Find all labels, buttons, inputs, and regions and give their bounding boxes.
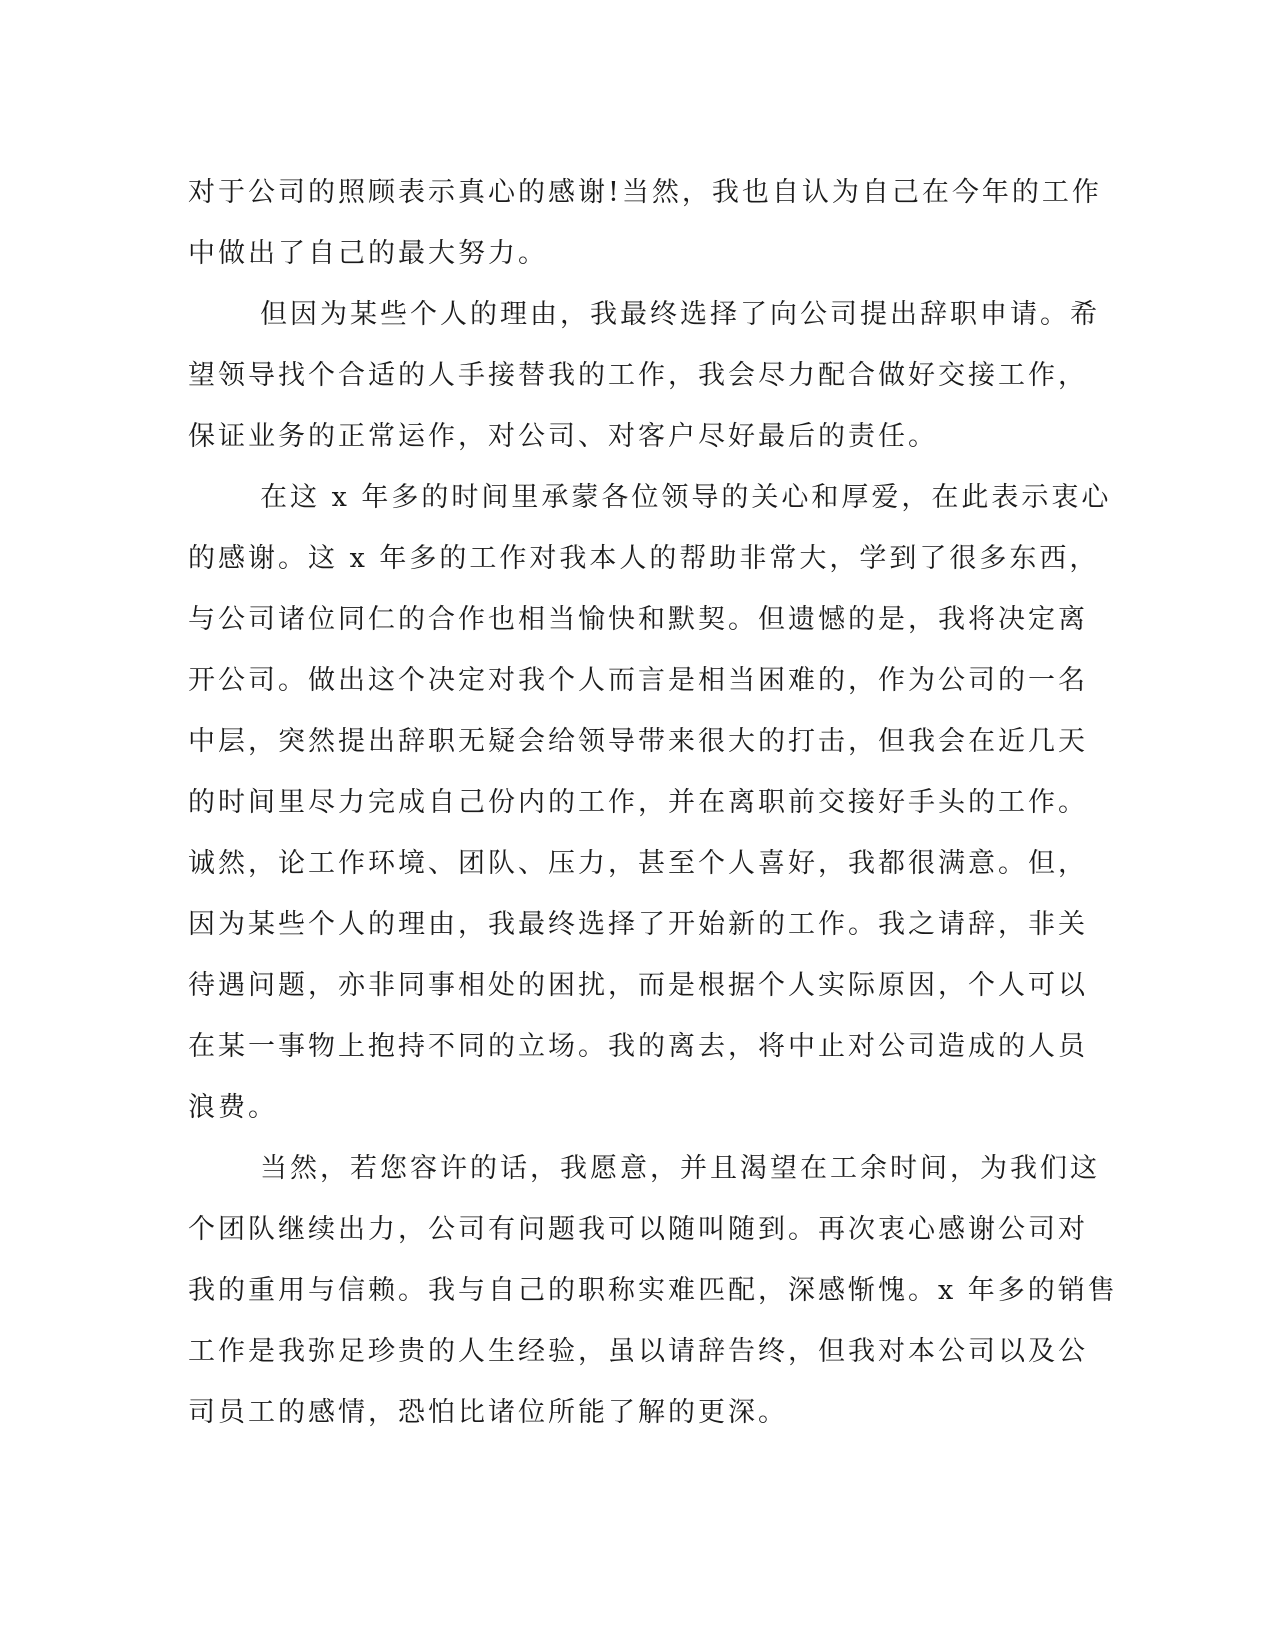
paragraph-start-line: 在这 x 年多的时间里承蒙各位领导的关心和厚爱，在此表示衷心 <box>260 482 1112 513</box>
text-line: 保证业务的正常运作，对公司、对客户尽好最后的责任。 <box>188 421 938 452</box>
text-line: 的时间里尽力完成自己份内的工作，并在离职前交接好手头的工作。 <box>188 787 1088 818</box>
text-line: 开公司。做出这个决定对我个人而言是相当困难的，作为公司的一名 <box>188 665 1088 696</box>
text-line: 在某一事物上抱持不同的立场。我的离去，将中止对公司造成的人员 <box>188 1031 1088 1062</box>
text-line: 的感谢。这 x 年多的工作对我本人的帮助非常大，学到了很多东西， <box>188 543 1100 574</box>
text-line: 我的重用与信赖。我与自己的职称实难匹配，深感惭愧。x 年多的销售 <box>188 1275 1118 1306</box>
text-line: 中层，突然提出辞职无疑会给领导带来很大的打击，但我会在近几天 <box>188 726 1088 757</box>
text-line: 因为某些个人的理由，我最终选择了开始新的工作。我之请辞，非关 <box>188 909 1088 940</box>
text-line: 诚然，论工作环境、团队、压力，甚至个人喜好，我都很满意。但， <box>188 848 1088 879</box>
text-line: 望领导找个合适的人手接替我的工作，我会尽力配合做好交接工作， <box>188 360 1088 391</box>
text-line: 工作是我弥足珍贵的人生经验，虽以请辞告终，但我对本公司以及公 <box>188 1336 1088 1367</box>
paragraph-start-line: 当然，若您容许的话，我愿意，并且渴望在工余时间，为我们这 <box>260 1153 1100 1184</box>
text-line: 个团队继续出力，公司有问题我可以随叫随到。再次衷心感谢公司对 <box>188 1214 1088 1245</box>
text-line: 中做出了自己的最大努力。 <box>188 238 548 269</box>
letter-body <box>188 162 1118 1443</box>
text-line: 待遇问题，亦非同事相处的困扰，而是根据个人实际原因，个人可以 <box>188 970 1088 1001</box>
paragraph-start-line: 但因为某些个人的理由，我最终选择了向公司提出辞职申请。希 <box>260 299 1100 330</box>
text-line: 司员工的感情，恐怕比诸位所能了解的更深。 <box>188 1397 788 1428</box>
text-line: 对于公司的照顾表示真心的感谢!当然，我也自认为自己在今年的工作 <box>188 177 1102 208</box>
text-line: 浪费。 <box>188 1092 278 1123</box>
text-line: 与公司诸位同仁的合作也相当愉快和默契。但遗憾的是，我将决定离 <box>188 604 1088 635</box>
